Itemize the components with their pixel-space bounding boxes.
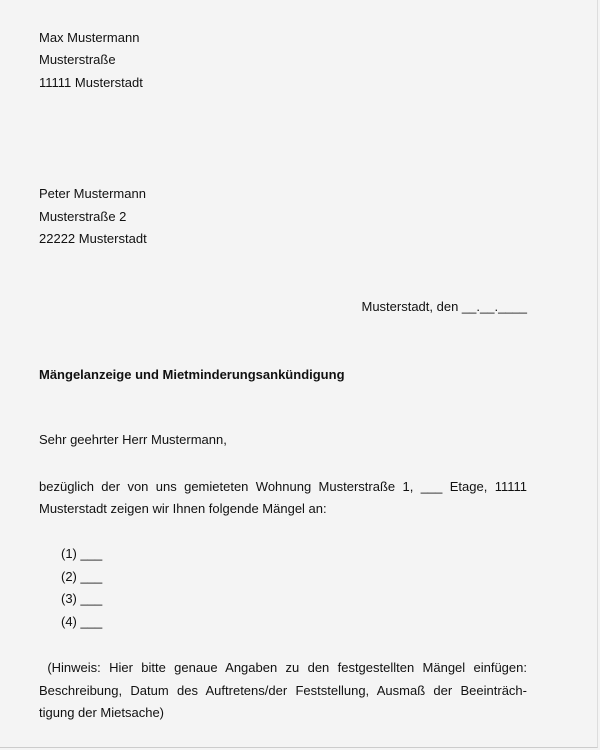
defect-item-3: (3) ___ — [61, 591, 103, 607]
sender-street: Musterstraße — [39, 52, 116, 68]
recipient-street: Musterstraße 2 — [39, 208, 127, 224]
recipient-name: Peter Mustermann — [39, 186, 146, 202]
salutation: Sehr geehrter Herr Mustermann, — [39, 432, 227, 448]
body-line-1: bezüglich der von uns gemieteten Wohnung Musterstraße 1, ___ Etage, 11111 — [39, 478, 527, 494]
body-line-2: Musterstadt zeigen wir Ihnen folgende Mängel an: — [39, 501, 327, 517]
defect-item-1: (1) ___ — [61, 546, 103, 562]
date-line: Musterstadt, den __.__.____ — [361, 299, 527, 315]
hint-line-1: (Hinweis: Hier bitte genaue Angaben zu den festgestellten Mängel einfügen: — [39, 660, 527, 676]
hint-line-3: tigung der Mietsache) — [39, 704, 165, 720]
sender-name: Max Mustermann — [39, 30, 140, 45]
hint-line-2: Beschreibung, Datum des Auftretens/der Feststellung, Ausmaß der Beeinträch- — [39, 682, 527, 698]
defect-item-4: (4) ___ — [61, 613, 103, 629]
subject-heading: Mängelanzeige und Mietminderungsankündigung — [39, 366, 345, 382]
defect-item-2: (2) ___ — [61, 568, 103, 584]
recipient-city: 22222 Musterstadt — [39, 231, 147, 247]
sender-city: 11111 Musterstadt — [39, 74, 143, 90]
